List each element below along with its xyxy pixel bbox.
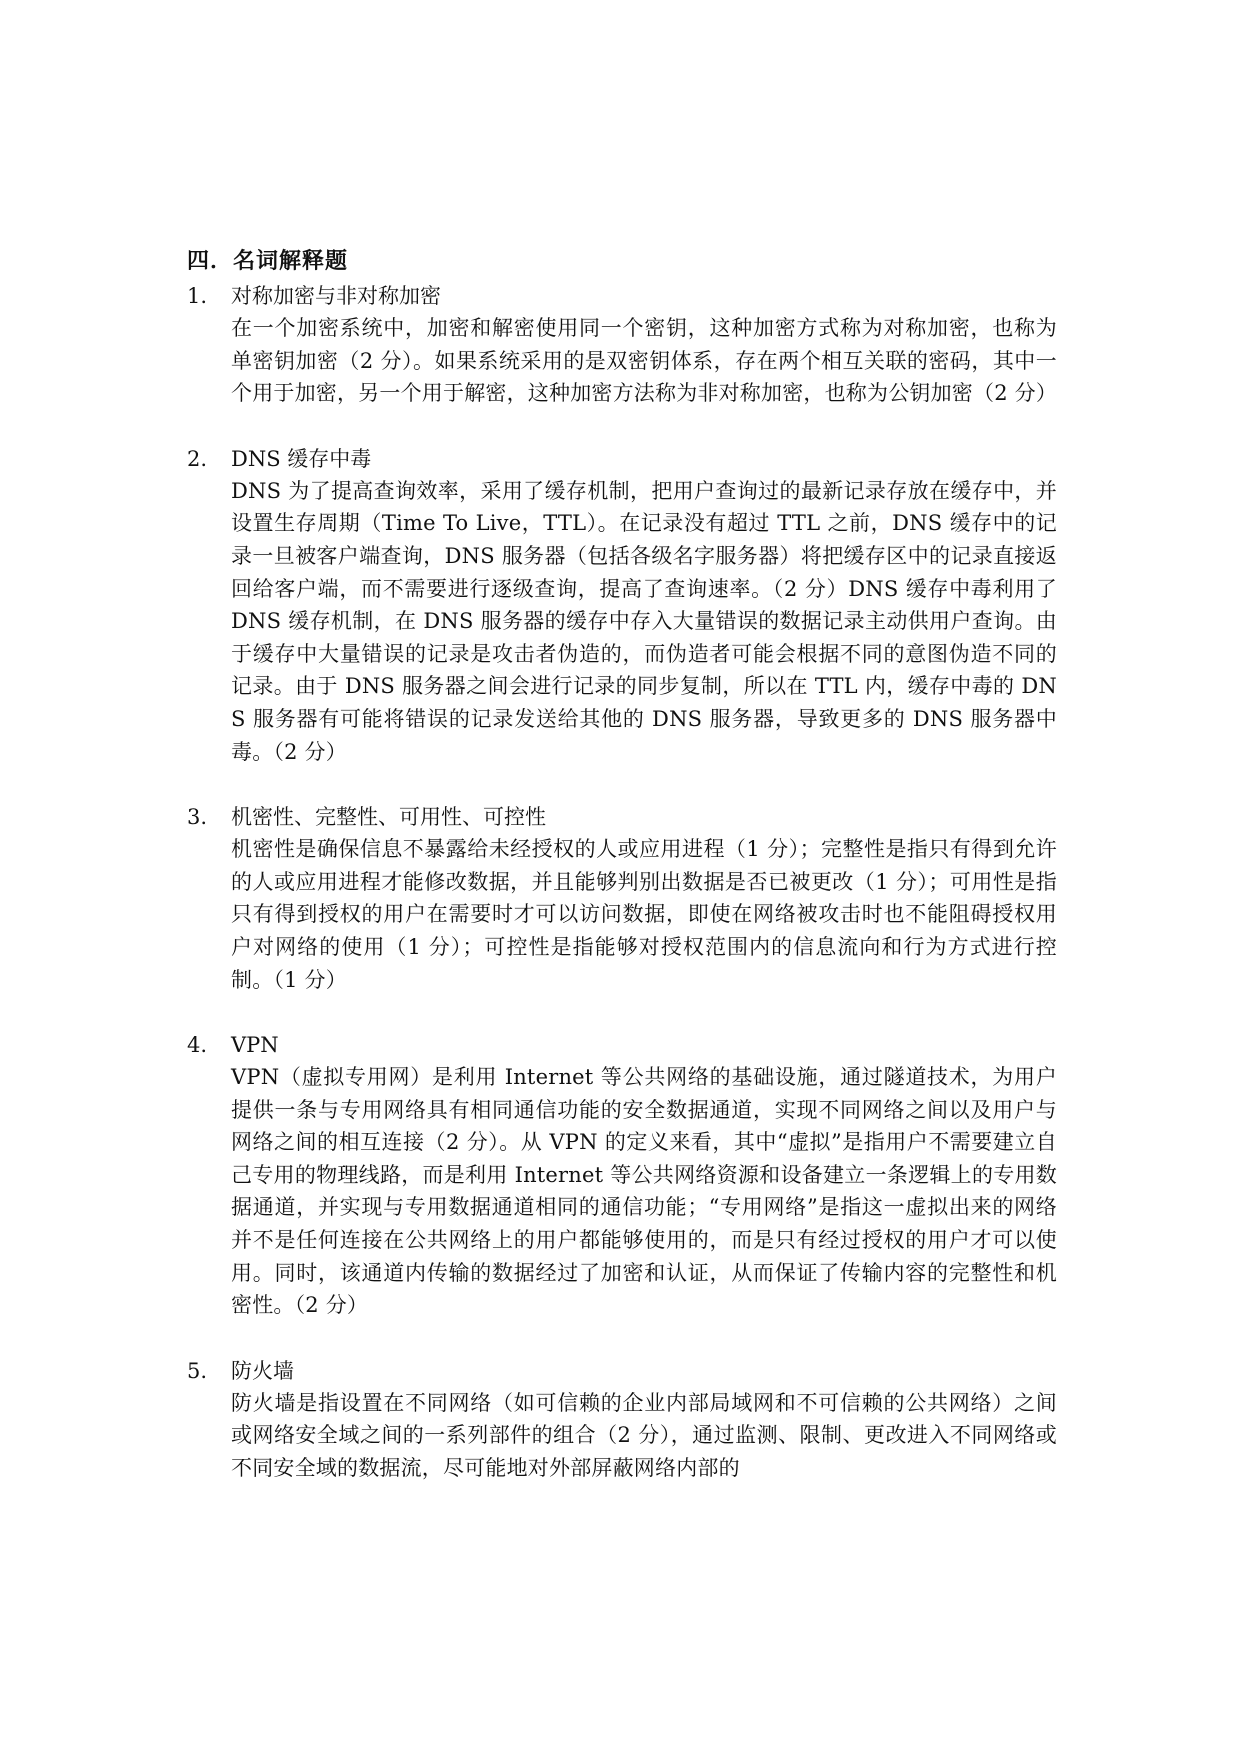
term-header xyxy=(187,801,1057,833)
term-title: DNS 缓存中毒 xyxy=(231,446,372,471)
term-header xyxy=(187,280,1057,312)
term-item-5 xyxy=(187,1355,1057,1485)
term-header xyxy=(187,1029,1057,1061)
term-list xyxy=(187,280,1057,1518)
term-header xyxy=(187,1355,1057,1387)
term-title: 防火墙 xyxy=(231,1358,294,1383)
term-number: 3. xyxy=(187,805,208,830)
term-number: 2. xyxy=(187,446,208,471)
term-number: 1. xyxy=(187,284,208,308)
term-definition: 防火墙是指设置在不同网络（如可信赖的企业内部局域网和不可信赖的公共网络）之间或网络安全域之间的一系列部件的组合（2 分），通过监测、限制、更改进入不同网络或不同安全域的数据流，尽可能地对外部屏蔽网络内部的 xyxy=(231,1390,1057,1481)
term-definition: VPN（虚拟专用网）是利用 Internet 等公共网络的基础设施，通过隧道技术，为用户提供一条与专用网络具有相同通信功能的安全数据通道，实现不同网络之间以及用户与网络之间的相互连接（2 分）。从 VPN 的定义来看，其中“虚拟”是指用户不需要建立自己专用的物理线路，而是利用 Internet 等公共网络资源和设备建立一条逻辑上的专用数据通道，并实现与专用数据通道相同的通信功能；“专用网络”是指这一虚拟出来的网络并不是任何连接在公共网络上的用户都能够使用的，而是只有经过授权的用户才可以使用。同时，该通道内传输的数据经过了加密和认证，从而保证了传输内容的完整性和机密性。（2 分） xyxy=(231,1065,1057,1318)
section-heading: 四．名词解释题 xyxy=(187,249,349,274)
term-number: 5. xyxy=(187,1358,208,1383)
term-item-4 xyxy=(187,1029,1057,1322)
term-number: 4. xyxy=(187,1033,208,1058)
term-item-1 xyxy=(187,280,1057,410)
term-header xyxy=(187,443,1057,475)
term-title: 对称加密与非对称加密 xyxy=(231,284,441,308)
term-definition: 机密性是确保信息不暴露给未经授权的人或应用进程（1 分）；完整性是指只有得到允许的人或应用进程才能修改数据，并且能够判别出数据是否已被更改（1 分）；可用性是指只有得到授权的用户在需要时才可以访问数据，即使在网络被攻击时也不能阻碍授权用户对网络的使用（1 分）；可控性是指能够对授权范围内的信息流向和行为方式进行控制。（1 分） xyxy=(231,837,1057,992)
term-title: 机密性、完整性、可用性、可控性 xyxy=(231,805,546,830)
term-item-2 xyxy=(187,443,1057,768)
term-definition: DNS 为了提高查询效率，采用了缓存机制，把用户查询过的最新记录存放在缓存中，并设置生存周期（Time To Live，TTL）。在记录没有超过 TTL 之前，DNS 缓存中的记录一旦被客户端查询，DNS 服务器（包括各级名字服务器）将把缓存区中的记录直接返回给客户端，而不需要进行逐级查询，提高了查询速率。（2 分）DNS 缓存中毒利用了 DNS 缓存机制，在 DNS 服务器的缓存中存入大量错误的数据记录主动供用户查询。由于缓存中大量错误的记录是攻击者伪造的，而伪造者可能会根据不同的意图伪造不同的记录。由于 DNS 服务器之间会进行记录的同步复制，所以在 TTL 内，缓存中毒的 DNS 服务器有可能将错误的记录发送给其他的 DNS 服务器，导致更多的 DNS 服务器中毒。（2 分） xyxy=(231,478,1057,764)
term-title: VPN xyxy=(231,1033,279,1058)
term-item-3 xyxy=(187,801,1057,996)
term-definition: 在一个加密系统中，加密和解密使用同一个密钥，这种加密方式称为对称加密，也称为单密钥加密（2 分）。如果系统采用的是双密钥体系，存在两个相互关联的密码，其中一个用于加密，另一个用于解密，这种加密方法称为非对称加密，也称为公钥加密（2 分） xyxy=(231,316,1058,406)
